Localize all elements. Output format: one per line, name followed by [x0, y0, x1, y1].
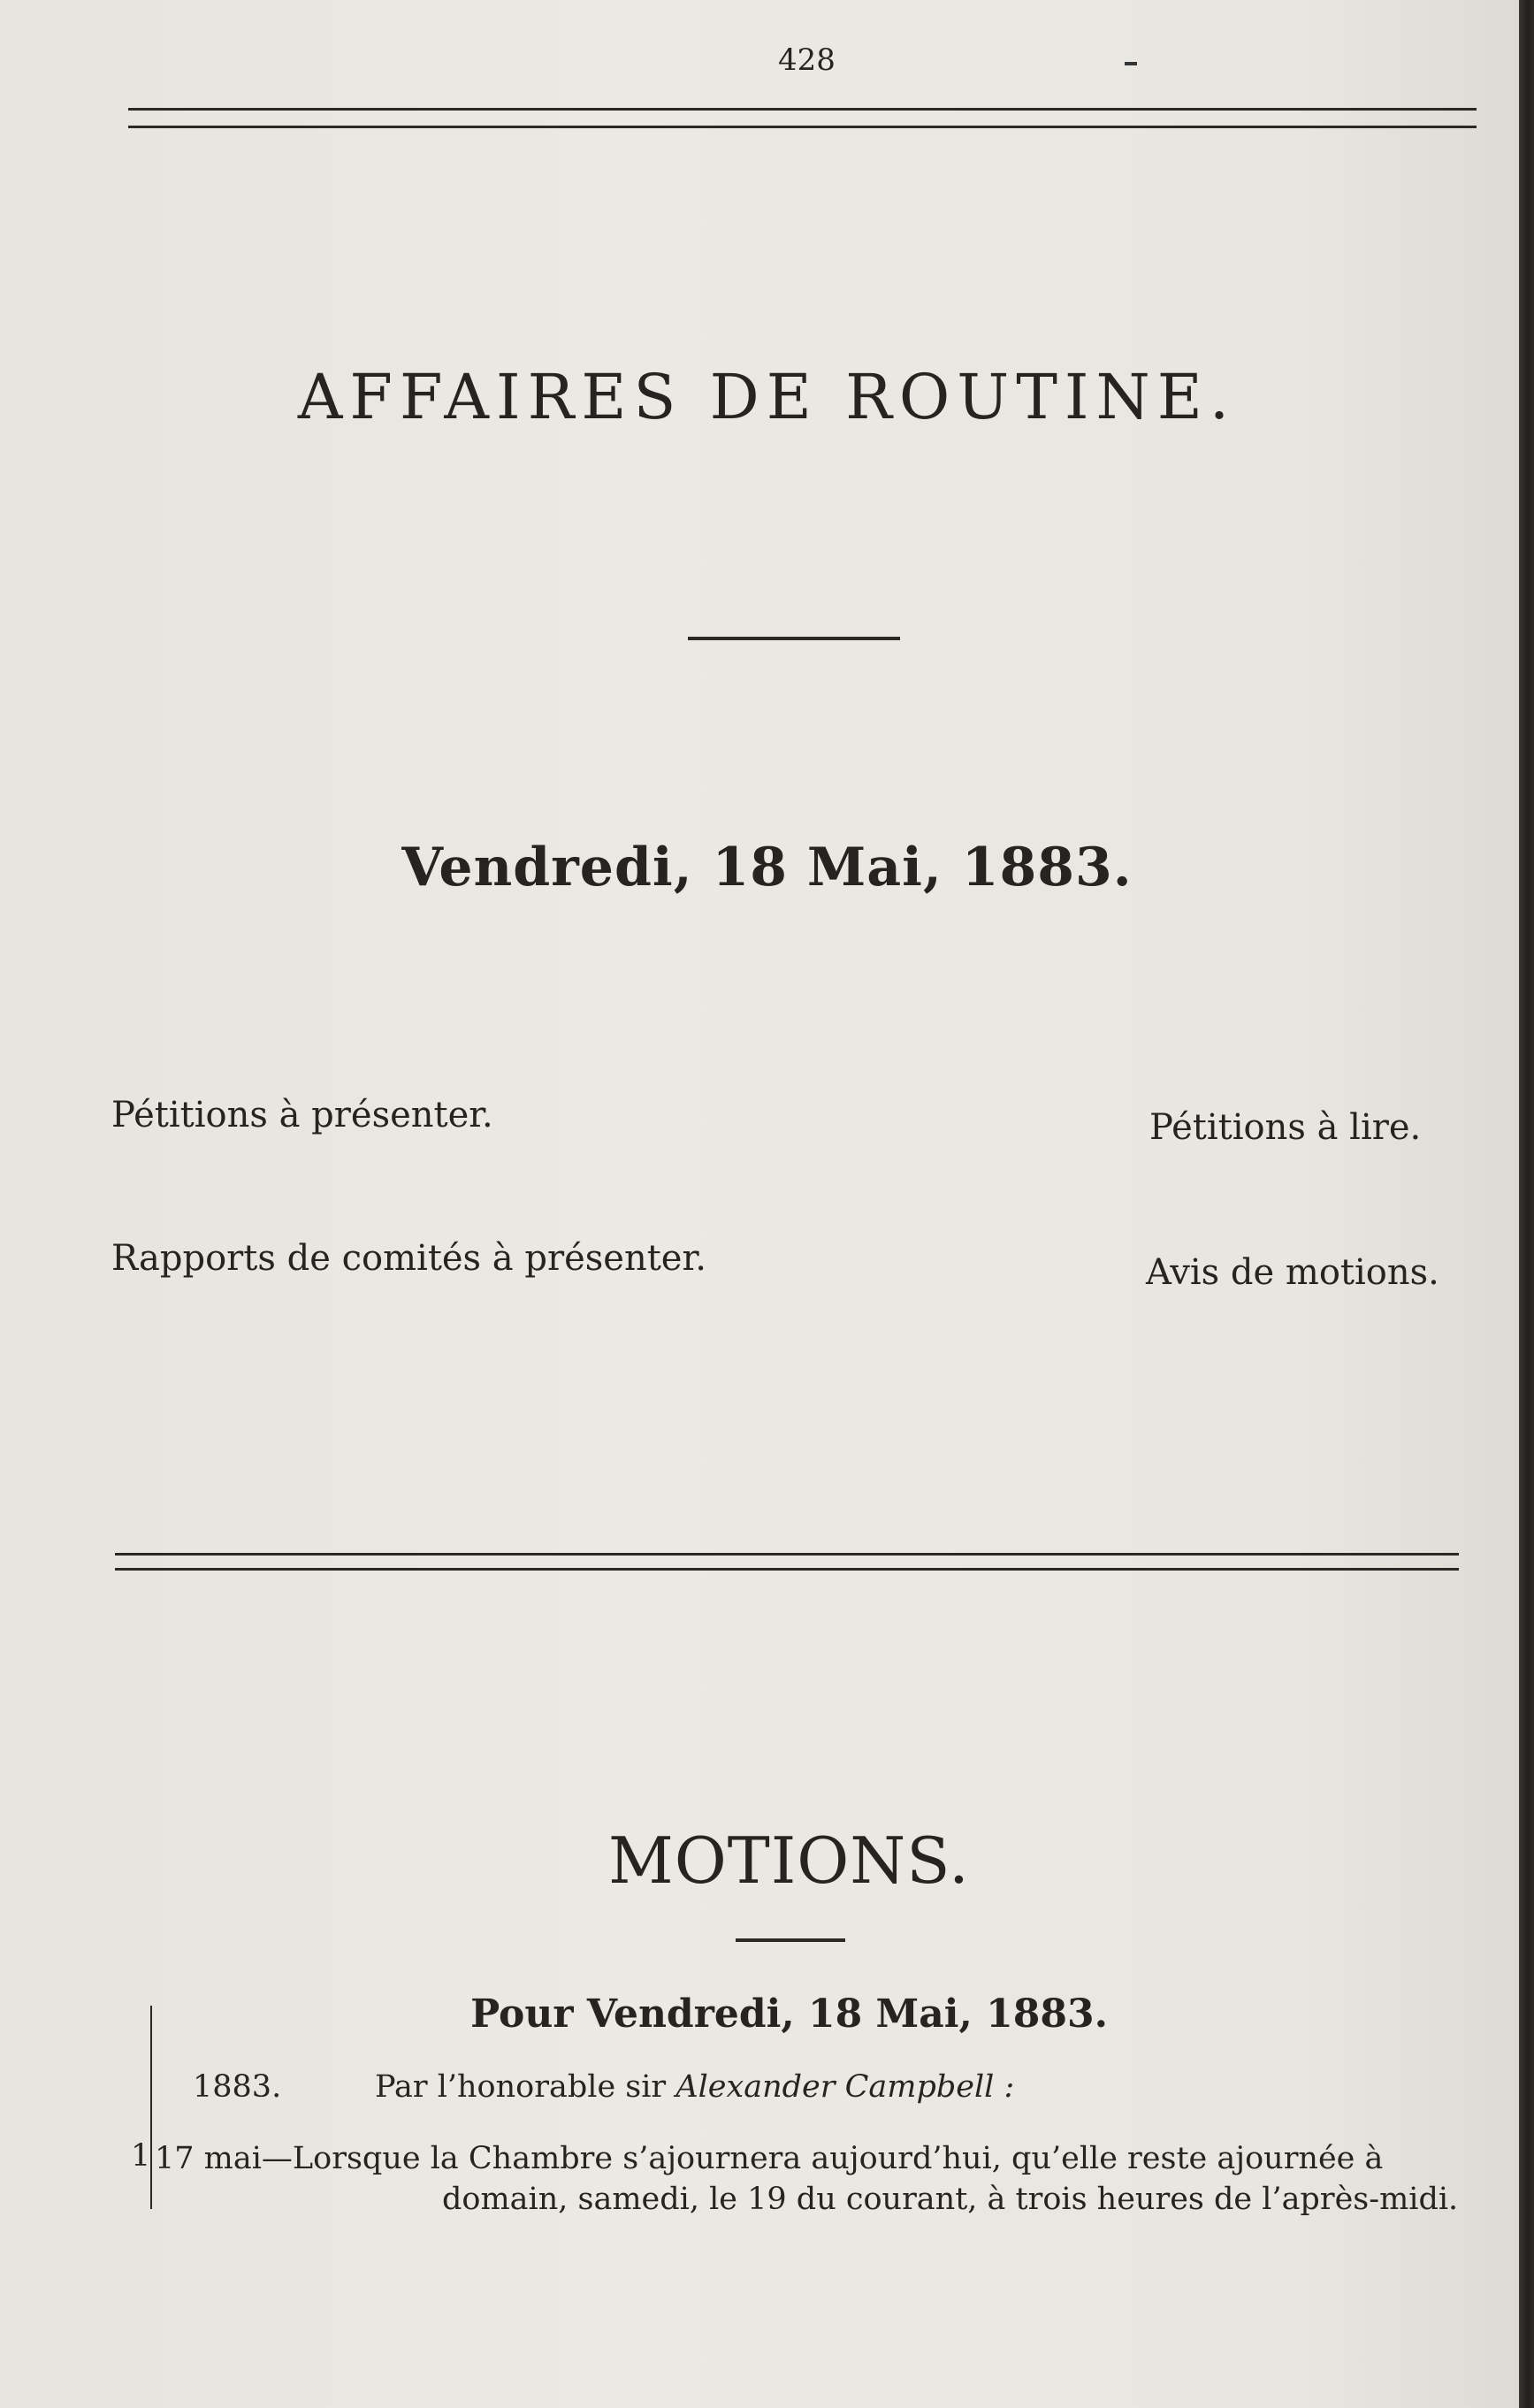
middle-rule-upper — [115, 1553, 1459, 1556]
motion-author — [375, 2069, 1014, 2105]
author-prefix: Par l’honorable sir — [375, 2069, 667, 2105]
margin-line — [150, 2006, 152, 2209]
item-petitions-presenter: Pétitions à présenter. — [111, 1095, 493, 1135]
motion-text — [155, 2138, 1472, 2220]
top-rule-upper — [128, 108, 1477, 111]
page-number: 428 — [778, 42, 836, 78]
motion-line-1: Lorsque la Chambre s’ajournera aujourd’hui, qu’elle reste ajournée à — [292, 2141, 1384, 2176]
motions-date: Pour Vendredi, 18 Mai, 1883. — [470, 1991, 1108, 2037]
header-mark — [1125, 62, 1137, 65]
motion-year: 1883. — [193, 2069, 282, 2105]
title-underline — [688, 637, 900, 640]
motion-number: 1 — [131, 2138, 151, 2174]
motion-line-2: domain, samedi, le 19 du courant, à trois heures de l’après-midi. — [442, 2182, 1459, 2217]
item-avis: Avis de motions. — [1146, 1252, 1439, 1293]
motion-date: 17 mai— — [155, 2141, 293, 2176]
motions-underline — [736, 1938, 845, 1942]
top-rule-lower — [128, 126, 1477, 128]
section-title-motions: MOTIONS. — [608, 1823, 970, 1898]
middle-rule-lower — [115, 1568, 1459, 1571]
item-rapports: Rapports de comités à présenter. — [111, 1238, 706, 1279]
section-title-affaires: AFFAIRES DE ROUTINE. — [297, 361, 1237, 433]
author-name: Alexander Campbell : — [675, 2069, 1015, 2105]
item-petitions-lire: Pétitions à lire. — [1149, 1107, 1422, 1148]
section-date: Vendredi, 18 Mai, 1883. — [401, 837, 1133, 898]
